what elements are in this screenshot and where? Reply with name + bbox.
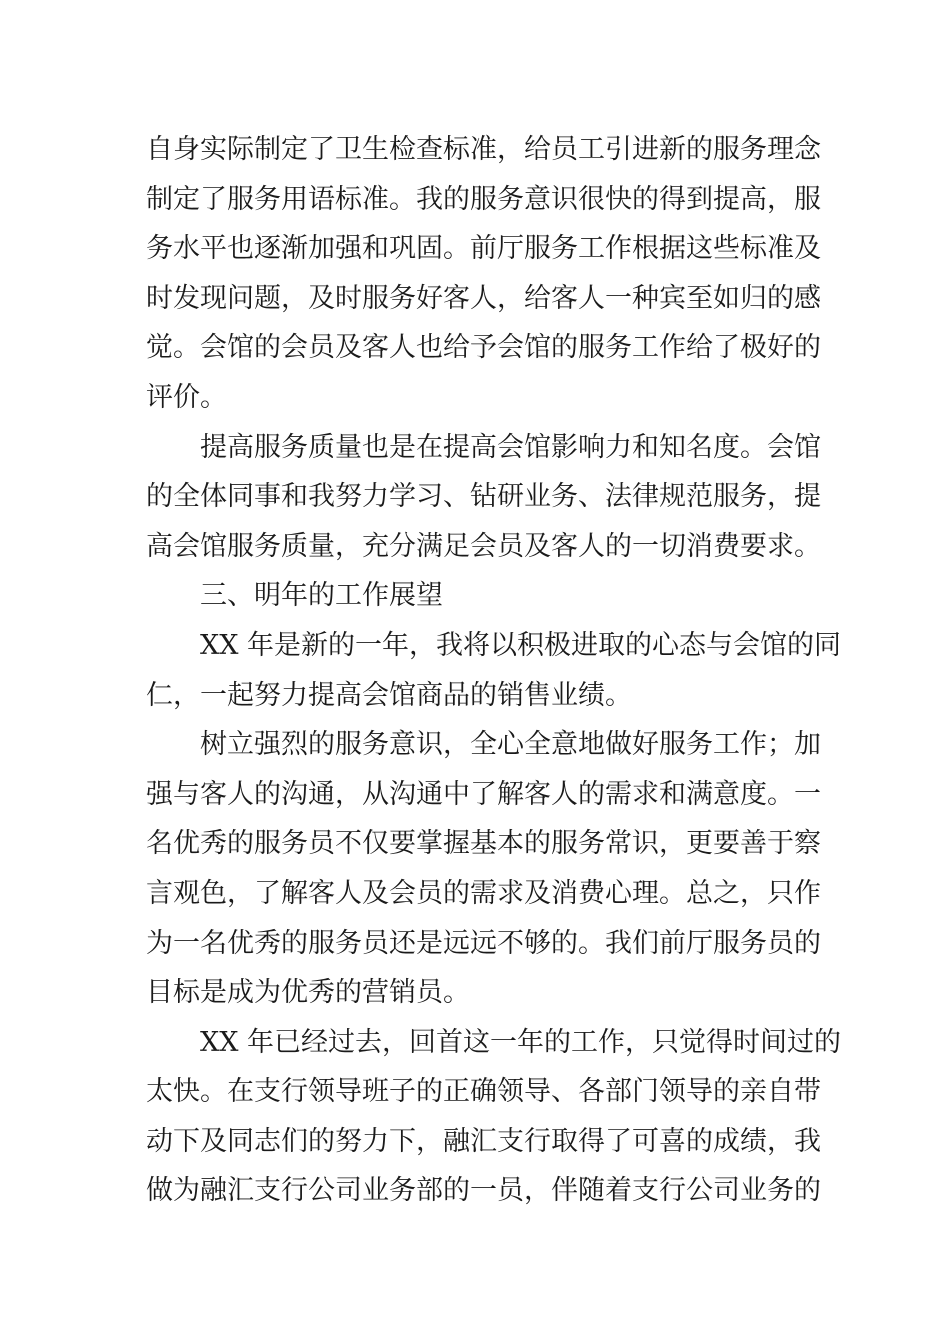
text-line: 的全体同事和我努力学习、钻研业务、法律规范服务，提 <box>146 481 821 513</box>
text-line: 动下及同志们的努力下，融汇支行取得了可喜的成绩，我 <box>146 1125 821 1157</box>
text-line: XX 年已经过去，回首这一年的工作，只觉得时间过的 <box>200 1026 842 1058</box>
text-line: 太快。在支行领导班子的正确领导、各部门领导的亲自带 <box>146 1076 821 1108</box>
text-line: 制定了服务用语标准。我的服务意识很快的得到提高，服 <box>146 183 821 215</box>
text-line: XX 年是新的一年，我将以积极进取的心态与会馆的同 <box>200 629 842 661</box>
text-line: 三、明年的工作展望 <box>200 580 443 612</box>
text-line: 自身实际制定了卫生检查标准，给员工引进新的服务理念 <box>146 134 821 165</box>
text-line: 为一名优秀的服务员还是远远不够的。我们前厅服务员的 <box>146 927 821 959</box>
text-line: 仁，一起努力提高会馆商品的销售业绩。 <box>146 679 632 711</box>
text-line: 觉。会馆的会员及客人也给予会馆的服务工作给了极好的 <box>146 332 821 364</box>
text-line: 务水平也逐渐加强和巩固。前厅服务工作根据这些标准及 <box>146 233 821 265</box>
text-line: 言观色，了解客人及会员的需求及消费心理。总之，只作 <box>146 877 821 909</box>
text-line: 名优秀的服务员不仅要掌握基本的服务常识，更要善于察 <box>146 828 821 860</box>
text-line: 树立强烈的服务意识，全心全意地做好服务工作；加 <box>200 729 821 761</box>
text-line: 做为融汇支行公司业务部的一员，伴随着支行公司业务的 <box>146 1175 821 1207</box>
text-line: 评价。 <box>146 381 227 413</box>
text-line: 目标是成为优秀的营销员。 <box>146 977 470 1009</box>
text-line: 时发现问题，及时服务好客人，给客人一种宾至如归的感 <box>146 282 821 314</box>
text-line: 提高服务质量也是在提高会馆影响力和知名度。会馆 <box>200 431 821 463</box>
text-line: 高会馆服务质量，充分满足会员及客人的一切消费要求。 <box>146 530 821 562</box>
document-body <box>146 125 842 1216</box>
text-line: 强与客人的沟通，从沟通中了解客人的需求和满意度。一 <box>146 778 821 810</box>
